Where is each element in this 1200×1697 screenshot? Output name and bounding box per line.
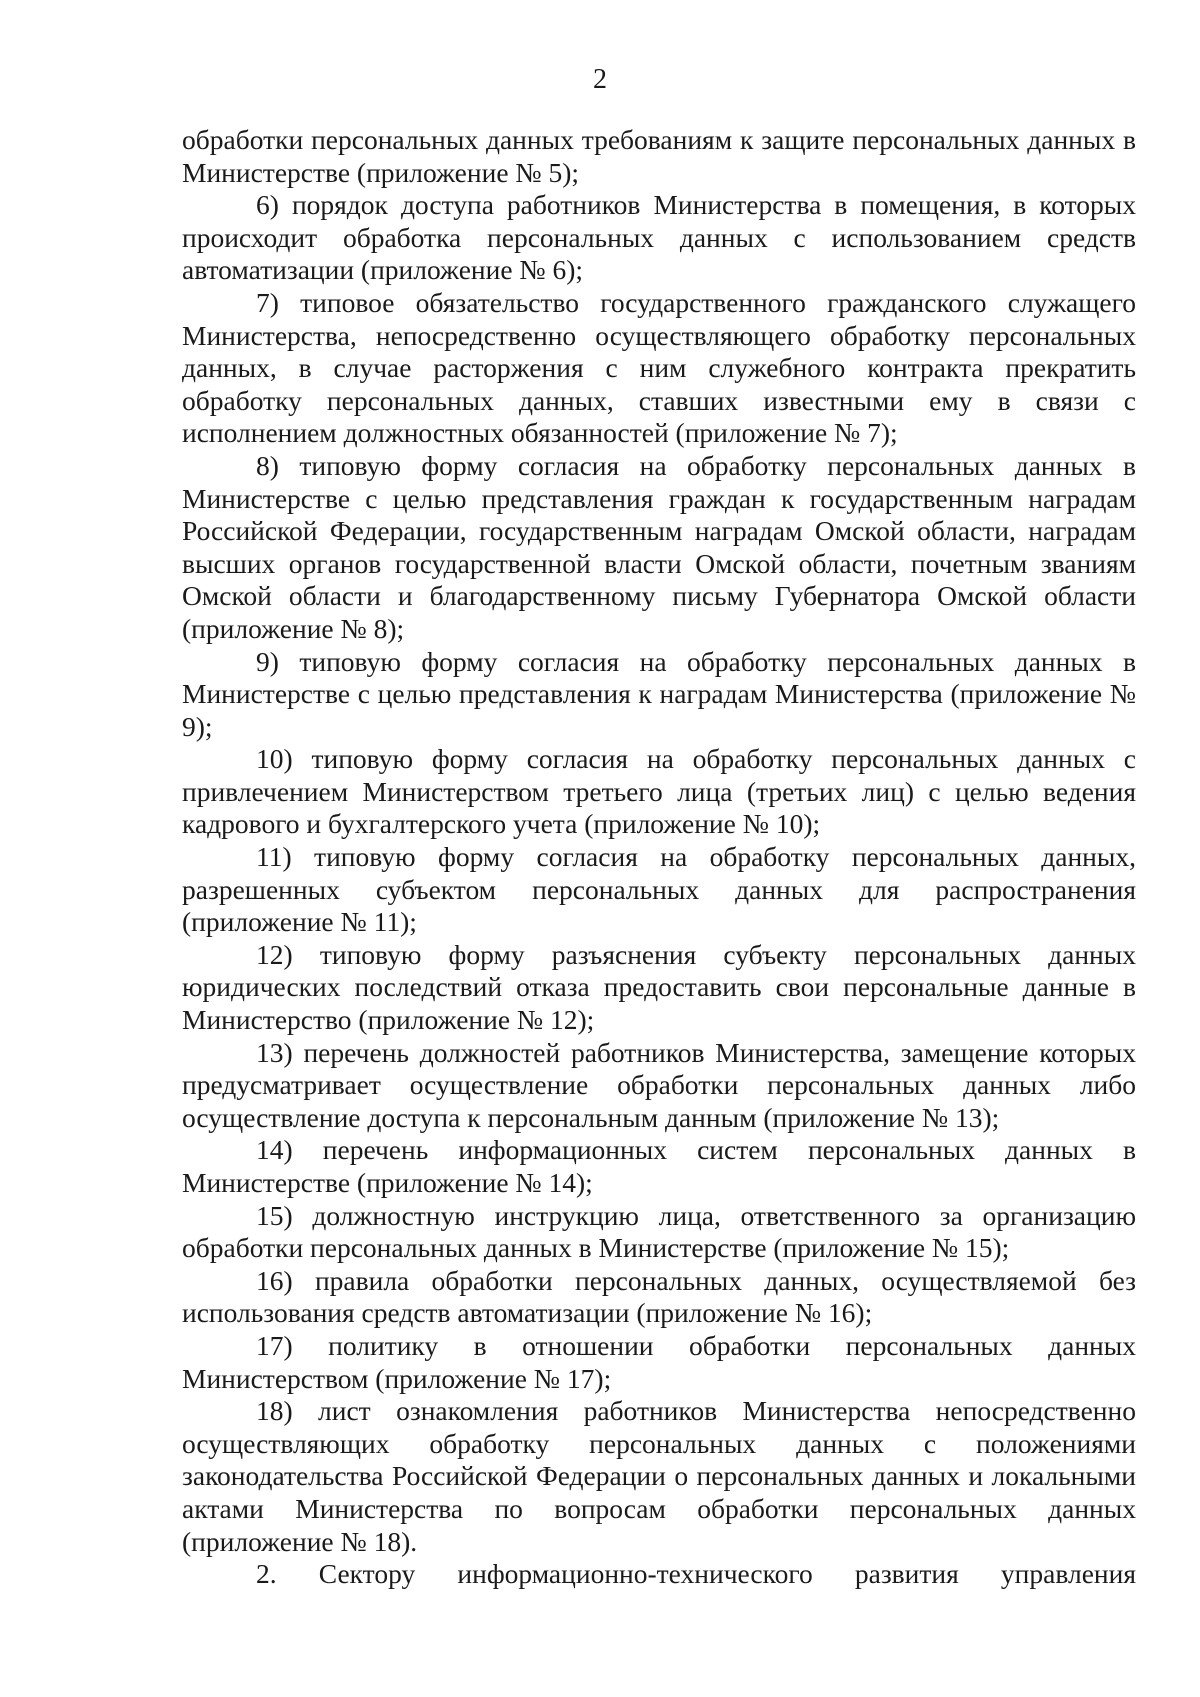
list-item-15: 15) должностную инструкцию лица, ответственного за организацию обработки персональных данных в Министерстве (приложение № 15);	[182, 1199, 1136, 1264]
list-item-10: 10) типовую форму согласия на обработку персональных данных с привлечением Министерством третьего лица (третьих лиц) с целью ведения кадрового и бухгалтерского учета (приложение № 10);	[182, 743, 1136, 840]
list-item-6: 6) порядок доступа работников Министерства в помещения, в которых происходит обработка персональных данных с использованием средств автоматизации (приложение № 6);	[182, 189, 1136, 286]
list-item-7: 7) типовое обязательство государственного гражданского служащего Министерства, непосредственно осуществляющего обработку персональных данных, в случае расторжения с ним служебного контракта прекратить обработку персональных данных, ставших известными ему в связи с исполнением должностных обязанностей (приложение № 7);	[182, 286, 1136, 449]
list-item-18: 18) лист ознакомления работников Министерства непосредственно осуществляющих обработку персональных данных с положениями законодательства Российской Федерации о персональных данных и локальными актами Министерства по вопросам обработки персональных данных (приложение № 18).	[182, 1395, 1136, 1557]
document-body	[182, 124, 1136, 1591]
paragraph-continuation: обработки персональных данных требованиям к защите персональных данных в Министерстве (приложение № 5);	[182, 124, 1136, 188]
list-item-17: 17) политику в отношении обработки персональных данных Министерством (приложение № 17);	[182, 1329, 1136, 1394]
list-item-16: 16) правила обработки персональных данных, осуществляемой без использования средств автоматизации (приложение № 16);	[182, 1264, 1136, 1329]
section-2-paragraph: 2. Сектору информационно-технического развития управления	[256, 1558, 1136, 1590]
list-item-11: 11) типовую форму согласия на обработку персональных данных, разрешенных субъектом персональных данных для распространения (приложение № 11);	[182, 841, 1136, 938]
list-item-8: 8) типовую форму согласия на обработку персональных данных в Министерстве с целью представления граждан к государственным наградам Российской Федерации, государственным наградам Омской области, наградам высших органов государственной власти Омской области, почетным званиям Омской области и благодарственному письму Губернатора Омской области (приложение № 8);	[182, 449, 1136, 644]
list-item-12: 12) типовую форму разъяснения субъекту персональных данных юридических последствий отказа предоставить свои персональные данные в Министерство (приложение № 12);	[182, 938, 1136, 1036]
list-item-9: 9) типовую форму согласия на обработку персональных данных в Министерстве с целью представления к наградам Министерства (приложение № 9);	[182, 645, 1136, 742]
list-item-13: 13) перечень должностей работников Министерства, замещение которых предусматривает осуществление обработки персональных данных либо осуществление доступа к персональным данным (приложение № 13);	[182, 1036, 1136, 1133]
page-number: 2	[593, 64, 607, 95]
list-item-14: 14) перечень информационных систем персональных данных в Министерстве (приложение № 14);	[182, 1134, 1136, 1198]
